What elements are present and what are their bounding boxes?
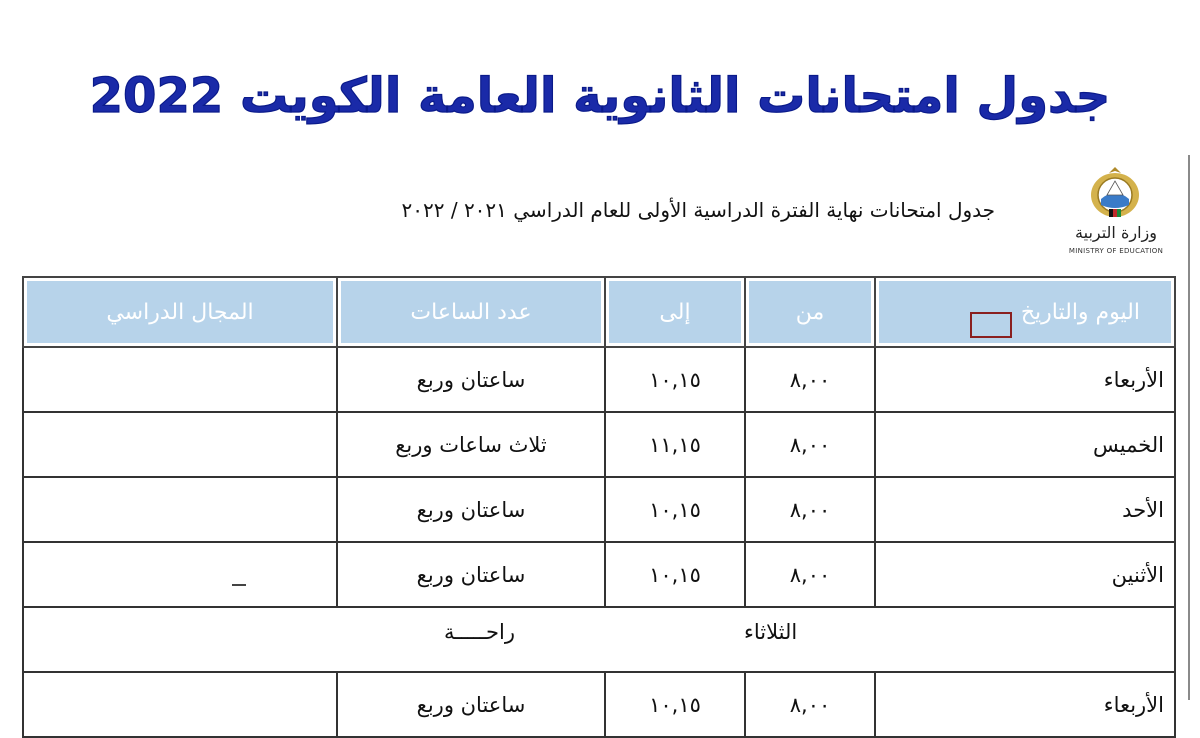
cell-from: ٨,٠٠ xyxy=(745,542,875,607)
rest-day-row xyxy=(23,607,1175,672)
header-day-date: اليوم والتاريخ xyxy=(875,277,1175,347)
cell-hours: ساعتان وربع xyxy=(337,672,605,737)
highlight-marker xyxy=(970,312,1012,338)
ministry-logo xyxy=(1050,165,1190,260)
table-row xyxy=(23,672,1175,737)
ministry-name-arabic: وزارة التربية xyxy=(1075,223,1157,242)
cell-from: ٨,٠٠ xyxy=(745,477,875,542)
kuwait-emblem-icon xyxy=(1085,165,1145,221)
cell-hours: ساعتان وربع xyxy=(337,542,605,607)
dash-mark xyxy=(232,584,246,586)
cell-subject xyxy=(23,412,337,477)
ministry-name-english: MINISTRY OF EDUCATION xyxy=(1068,247,1164,255)
table-row xyxy=(23,412,1175,477)
cell-day: الأربعاء xyxy=(875,347,1175,412)
cell-to: ١٠,١٥ xyxy=(605,542,745,607)
cell-to: ١٠,١٥ xyxy=(605,347,745,412)
table-row xyxy=(23,347,1175,412)
cell-subject xyxy=(23,347,337,412)
cell-from: ٨,٠٠ xyxy=(745,412,875,477)
cell-day: الخميس xyxy=(875,412,1175,477)
exam-schedule-table xyxy=(22,276,1176,738)
table-row xyxy=(23,542,1175,607)
cell-subject xyxy=(23,672,337,737)
cell-day: الأحد xyxy=(875,477,1175,542)
cell-hours: ثلاث ساعات وربع xyxy=(337,412,605,477)
cell-day: الأربعاء xyxy=(875,672,1175,737)
cell-subject xyxy=(23,477,337,542)
rest-day-name: الثلاثاء xyxy=(744,620,798,644)
header-hours: عدد الساعات xyxy=(337,277,605,347)
table-row xyxy=(23,477,1175,542)
cell-to: ١٠,١٥ xyxy=(605,672,745,737)
cell-from: ٨,٠٠ xyxy=(745,347,875,412)
cell-day: الأثنين xyxy=(875,542,1175,607)
schedule-subtitle: جدول امتحانات نهاية الفترة الدراسية الأولى للعام الدراسي ٢٠٢١ / ٢٠٢٢ xyxy=(401,198,995,222)
header-from: من xyxy=(745,277,875,347)
cell-from: ٨,٠٠ xyxy=(745,672,875,737)
page-title: جدول امتحانات الثانوية العامة الكويت 2022 xyxy=(89,68,1111,124)
rest-label: راحـــــة xyxy=(444,620,515,644)
header-to: إلى xyxy=(605,277,745,347)
rest-day-cell xyxy=(23,607,1175,672)
cell-hours: ساعتان وربع xyxy=(337,347,605,412)
cell-to: ١٠,١٥ xyxy=(605,477,745,542)
cell-to: ١١,١٥ xyxy=(605,412,745,477)
header-subject: المجال الدراسي xyxy=(23,277,337,347)
cell-hours: ساعتان وربع xyxy=(337,477,605,542)
cell-subject xyxy=(23,542,337,607)
